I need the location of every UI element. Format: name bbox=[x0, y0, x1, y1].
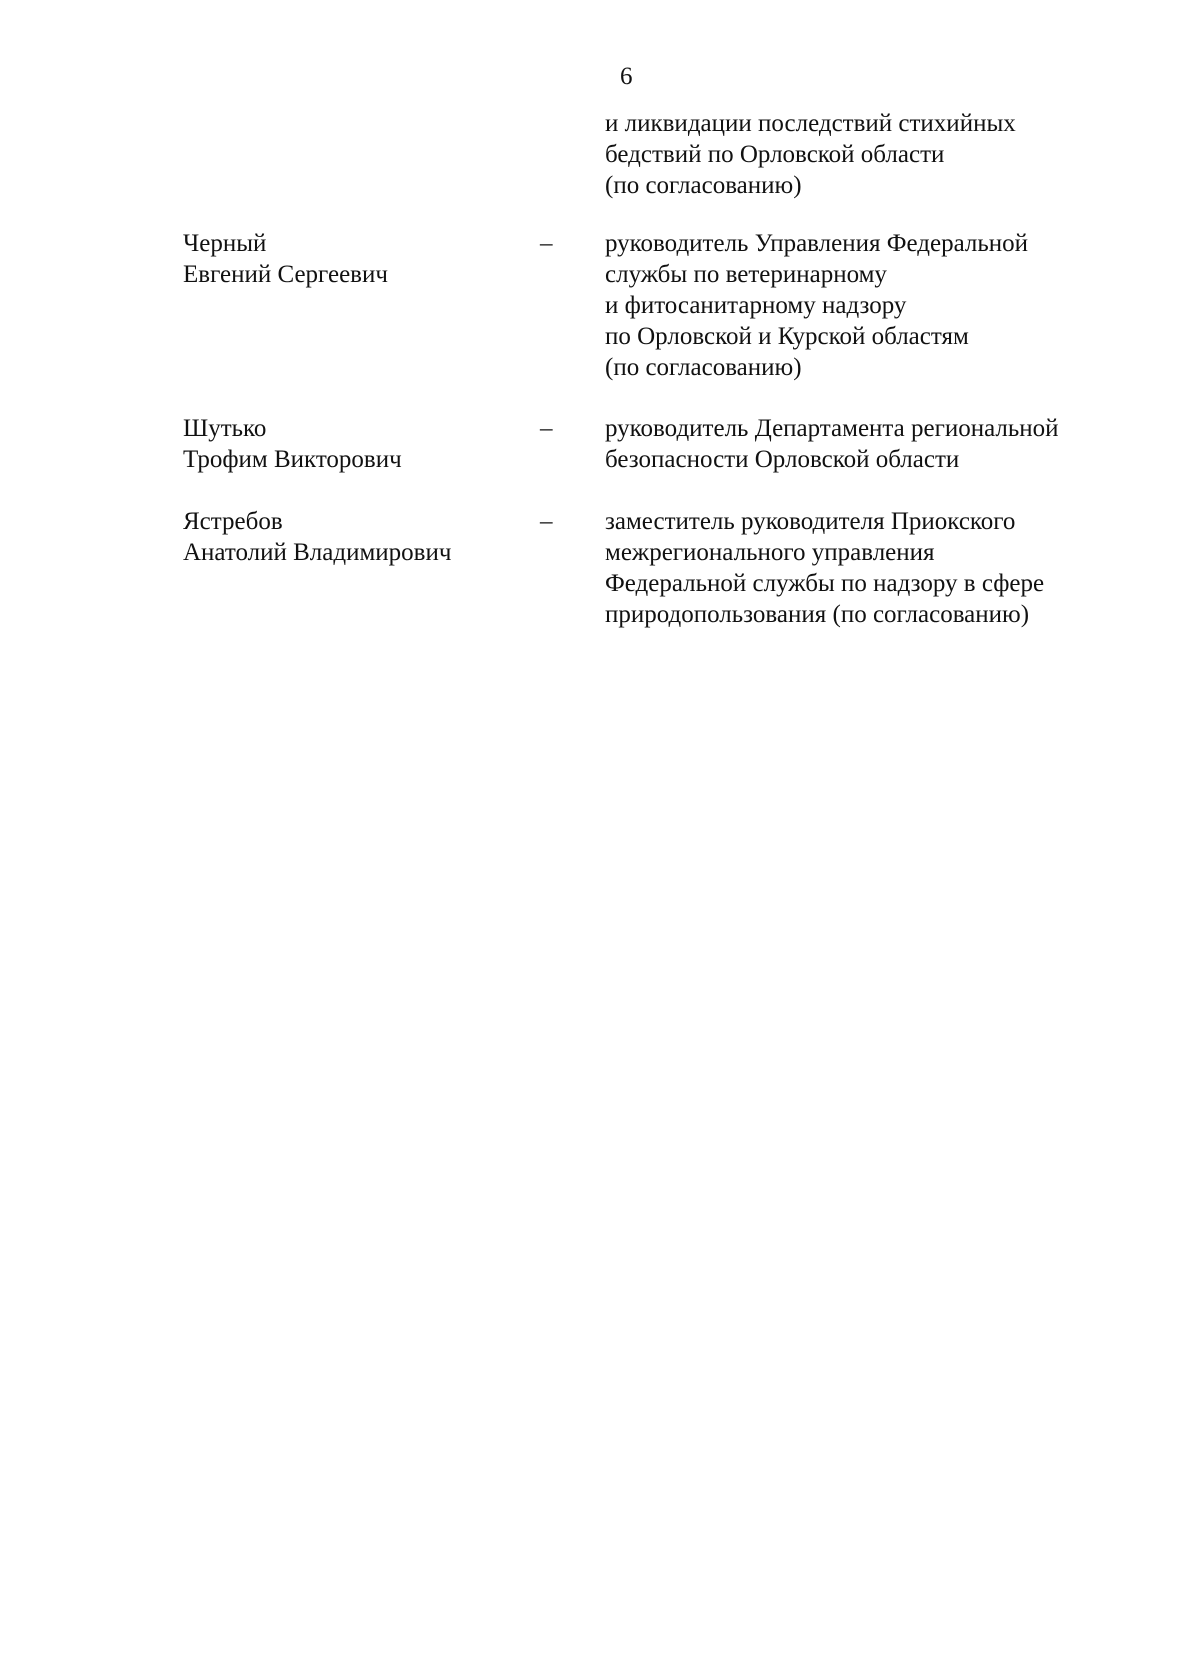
role-line: природопользования (по согласованию) bbox=[605, 601, 1030, 628]
continuation-line: бедствий по Орловской области bbox=[605, 141, 945, 168]
member-surname: Ястребов bbox=[183, 508, 283, 535]
role-line: по Орловской и Курской областям bbox=[605, 323, 969, 350]
member-name bbox=[183, 413, 402, 475]
role-line: заместитель руководителя Приокского bbox=[605, 508, 1016, 535]
role-line: руководитель Департамента региональной bbox=[605, 415, 1059, 442]
member-given-names: Евгений Сергеевич bbox=[183, 261, 388, 288]
continuation-line: и ликвидации последствий стихийных bbox=[605, 110, 1016, 137]
member-surname: Черный bbox=[183, 230, 267, 257]
separator-dash: – bbox=[540, 415, 553, 442]
page-number: 6 bbox=[620, 63, 633, 90]
member-given-names: Трофим Викторович bbox=[183, 446, 402, 473]
role-line: и фитосанитарному надзору bbox=[605, 292, 907, 319]
member-name bbox=[183, 506, 451, 568]
continuation-text bbox=[605, 108, 1125, 201]
role-line: (по согласованию) bbox=[605, 354, 802, 381]
role-line: службы по ветеринарному bbox=[605, 261, 887, 288]
member-name bbox=[183, 228, 388, 290]
role-line: межрегионального управления bbox=[605, 539, 935, 566]
member-surname: Шутько bbox=[183, 415, 267, 442]
member-role bbox=[605, 506, 1165, 630]
member-role bbox=[605, 228, 1165, 383]
member-role bbox=[605, 413, 1165, 475]
separator-dash: – bbox=[540, 230, 553, 257]
member-given-names: Анатолий Владимирович bbox=[183, 539, 452, 566]
continuation-line: (по согласованию) bbox=[605, 172, 802, 199]
role-line: Федеральной службы по надзору в сфере bbox=[605, 570, 1045, 597]
separator-dash: – bbox=[540, 508, 553, 535]
role-line: руководитель Управления Федеральной bbox=[605, 230, 1029, 257]
role-line: безопасности Орловской области bbox=[605, 446, 960, 473]
